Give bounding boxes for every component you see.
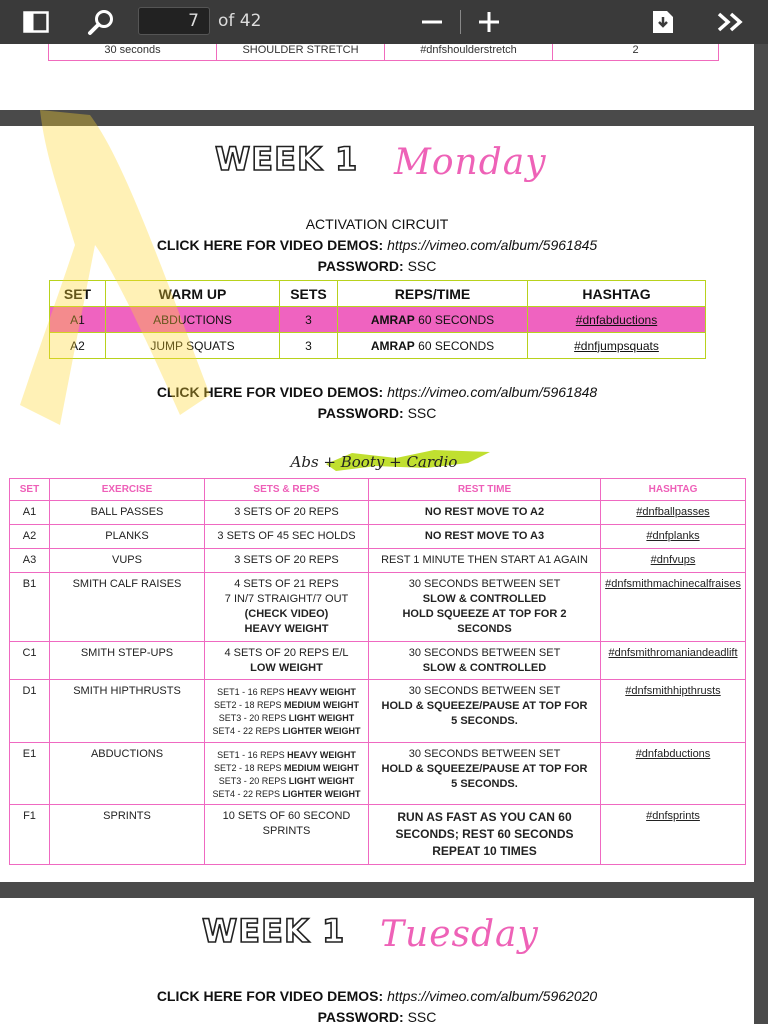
hashtag-link[interactable]: #dnfsmithhipthrusts (601, 680, 746, 743)
reps-set: SET4 - 22 REPS (212, 789, 280, 799)
table-header: REPS/TIME (338, 281, 528, 307)
table-cell: #dnfshoulderstretch (385, 39, 553, 61)
table-header: HASHTAG (601, 479, 746, 501)
hashtag-link[interactable]: #dnfplanks (601, 525, 746, 549)
table-row (10, 805, 746, 865)
reps-set: SET1 - 16 REPS (217, 750, 285, 760)
pdf-toolbar (0, 0, 768, 44)
exercise-cell: BALL PASSES (50, 501, 205, 525)
exercise-cell: ABDUCTIONS (106, 307, 280, 333)
password-label: PASSWORD: (317, 405, 404, 421)
reps-cell: 3 SETS OF 20 REPS (205, 501, 369, 525)
rest-line: 30 SECONDS BETWEEN SET (408, 685, 561, 697)
reps-weight: LIGHT WEIGHT (288, 713, 355, 723)
reps-line: SPRINTS (262, 825, 311, 837)
sets-cell: 3 (280, 333, 338, 359)
video-demo-label: CLICK HERE FOR VIDEO DEMOS: (156, 237, 384, 253)
reps-cell (338, 333, 528, 359)
set-cell: A3 (10, 549, 50, 573)
rest-line: REPEAT 10 TIMES (432, 844, 537, 858)
video-url[interactable]: https://vimeo.com/album/5961845 (387, 237, 598, 253)
sets-cell: 3 (280, 307, 338, 333)
rest-cell (369, 680, 601, 743)
table-header: SET (10, 479, 50, 501)
day-title: Tuesday (380, 914, 539, 955)
table-header-row (10, 479, 746, 501)
table-header: SET (50, 281, 106, 307)
reps-weight: LIGHTER WEIGHT (282, 726, 361, 736)
zoom-in-icon[interactable] (475, 0, 503, 44)
reps-cell (205, 642, 369, 680)
exercise-cell: ABDUCTIONS (50, 743, 205, 805)
reps-cell (205, 573, 369, 642)
set-cell: B1 (10, 573, 50, 642)
reps-line (208, 686, 365, 699)
password-line (0, 1009, 754, 1024)
reps-set: SET2 - 18 REPS (213, 700, 282, 710)
table-row (50, 307, 706, 333)
reps-text: 60 SECONDS (418, 338, 495, 353)
reps-line: HEAVY WEIGHT (244, 623, 329, 635)
reps-line: 4 SETS OF 20 REPS E/L (224, 647, 349, 659)
rest-cell (369, 743, 601, 805)
reps-set: SET3 - 20 REPS (218, 713, 287, 723)
exercise-cell: SMITH STEP-UPS (50, 642, 205, 680)
reps-cell (205, 743, 369, 805)
video-demo-label: CLICK HERE FOR VIDEO DEMOS: (156, 988, 384, 1004)
reps-line: (CHECK VIDEO) (244, 608, 329, 620)
reps-set: SET2 - 18 REPS (213, 763, 282, 773)
set-cell: A2 (50, 333, 106, 359)
table-row (10, 680, 746, 743)
password-value: SSC (407, 1009, 437, 1024)
table-header: EXERCISE (50, 479, 205, 501)
rest-line: HOLD & SQUEEZE/PAUSE AT TOP FOR (381, 700, 588, 712)
table-row (10, 743, 746, 805)
video-demo-link[interactable] (0, 237, 754, 253)
password-value: SSC (407, 405, 437, 421)
password-line (0, 258, 754, 274)
rest-line: SLOW & CONTROLLED (422, 662, 547, 674)
password-value: SSC (407, 258, 437, 274)
day-title: Monday (394, 142, 547, 183)
reps-line (208, 788, 365, 801)
set-cell: C1 (10, 642, 50, 680)
reps-set: SET1 - 16 REPS (217, 687, 285, 697)
table-row (50, 333, 706, 359)
table-header: SETS (280, 281, 338, 307)
exercise-cell: JUMP SQUATS (106, 333, 280, 359)
reps-line: 7 IN/7 STRAIGHT/7 OUT (224, 593, 349, 605)
exercise-cell: VUPS (50, 549, 205, 573)
hashtag-link[interactable]: #dnfabductions (601, 743, 746, 805)
set-cell: A1 (50, 307, 106, 333)
hashtag-link[interactable]: #dnfjumpsquats (528, 333, 706, 359)
reps-bold: AMRAP (370, 338, 415, 353)
table-row (10, 573, 746, 642)
reps-weight: HEAVY WEIGHT (287, 687, 356, 697)
reps-cell: 3 SETS OF 45 SEC HOLDS (205, 525, 369, 549)
table-row (10, 549, 746, 573)
reps-line: 10 SETS OF 60 SECOND (222, 810, 351, 822)
reps-cell (338, 307, 528, 333)
set-cell: A2 (10, 525, 50, 549)
exercise-cell: SMITH HIPTHRUSTS (50, 680, 205, 743)
hashtag-link[interactable]: #dnfvups (601, 549, 746, 573)
search-icon[interactable] (84, 0, 118, 44)
rest-line: 5 SECONDS. (451, 715, 518, 727)
reps-set: SET4 - 22 REPS (212, 726, 280, 736)
rest-line: 30 SECONDS BETWEEN SET (408, 647, 561, 659)
zoom-out-icon[interactable] (418, 0, 446, 44)
sidebar-toggle-icon[interactable] (20, 0, 52, 44)
reps-line: LOW WEIGHT (250, 662, 323, 674)
download-icon[interactable] (648, 0, 678, 44)
rest-cell (369, 573, 601, 642)
table-header: WARM UP (106, 281, 280, 307)
set-cell: A1 (10, 501, 50, 525)
reps-line (208, 712, 365, 725)
password-line (0, 405, 754, 421)
reps-line (208, 775, 365, 788)
reps-weight: HEAVY WEIGHT (287, 750, 356, 760)
exercise-cell: SPRINTS (50, 805, 205, 865)
rest-line: HOLD SQUEEZE AT TOP FOR 2 (402, 608, 567, 620)
next-page-icon[interactable] (714, 0, 748, 44)
hashtag-link[interactable]: #dnfballpasses (601, 501, 746, 525)
rest-line: HOLD & SQUEEZE/PAUSE AT TOP FOR (381, 763, 588, 775)
set-cell: E1 (10, 743, 50, 805)
rest-cell (369, 642, 601, 680)
table-header: HASHTAG (528, 281, 706, 307)
exercise-cell: PLANKS (50, 525, 205, 549)
password-label: PASSWORD: (317, 258, 404, 274)
reps-set: SET3 - 20 REPS (218, 776, 287, 786)
reps-weight: MEDIUM WEIGHT (284, 763, 360, 773)
rest-text: NO REST MOVE TO A3 (424, 530, 545, 542)
reps-line (208, 699, 365, 712)
hashtag-link[interactable]: #dnfsmithmachinecalfraises (601, 573, 746, 642)
reps-cell: 3 SETS OF 20 REPS (205, 549, 369, 573)
rest-line: SECONDS; REST 60 SECONDS (395, 827, 574, 841)
reps-bold: AMRAP (370, 312, 415, 327)
rest-line: SECONDS (457, 623, 512, 635)
pdf-page-week1-tuesday (0, 898, 754, 1024)
video-url[interactable]: https://vimeo.com/album/5962020 (387, 988, 598, 1004)
hashtag-link[interactable]: #dnfsprints (601, 805, 746, 865)
warmup-table (49, 280, 706, 359)
pdf-page-week1-monday (0, 126, 754, 882)
password-label: PASSWORD: (317, 1009, 404, 1024)
video-url[interactable]: https://vimeo.com/album/5961848 (387, 384, 598, 400)
reps-cell (205, 680, 369, 743)
week-title: WEEK 1 (202, 912, 346, 950)
table-header-row (50, 281, 706, 307)
rest-line: SLOW & CONTROLLED (422, 593, 547, 605)
table-header: SETS & REPS (205, 479, 369, 501)
toolbar-separator (460, 10, 461, 34)
table-cell: 2 (553, 39, 719, 61)
section-script-text: Abs + Booty + Cardio (290, 453, 458, 471)
exercise-cell: SMITH CALF RAISES (50, 573, 205, 642)
reps-line (208, 762, 365, 775)
hashtag-link[interactable]: #dnfsmithromaniandeadlift (601, 642, 746, 680)
set-cell: D1 (10, 680, 50, 743)
reps-text: 60 SECONDS (418, 312, 495, 327)
rest-cell (369, 501, 601, 525)
reps-weight: MEDIUM WEIGHT (284, 700, 360, 710)
page-count: of 42 (218, 11, 262, 31)
video-demo-link[interactable] (0, 384, 754, 400)
set-cell: F1 (10, 805, 50, 865)
reps-weight: LIGHT WEIGHT (288, 776, 355, 786)
rest-cell (369, 525, 601, 549)
rest-cell: REST 1 MINUTE THEN START A1 AGAIN (369, 549, 601, 573)
reps-line (208, 725, 365, 738)
table-header: REST TIME (369, 479, 601, 501)
table-cell: SHOULDER STRETCH (217, 39, 385, 61)
table-row (10, 642, 746, 680)
workout-table (9, 478, 746, 865)
rest-line: 5 SECONDS. (451, 778, 518, 790)
activation-title: ACTIVATION CIRCUIT (305, 216, 449, 232)
table-cell: 30 seconds (49, 39, 217, 61)
video-demo-link[interactable] (0, 988, 754, 1004)
reps-weight: LIGHTER WEIGHT (282, 789, 361, 799)
rest-line: 30 SECONDS BETWEEN SET (408, 578, 561, 590)
page-number-input[interactable]: 7 (138, 7, 210, 35)
reps-line: 4 SETS OF 21 REPS (234, 578, 339, 590)
table-row (10, 501, 746, 525)
rest-line: 30 SECONDS BETWEEN SET (408, 748, 561, 760)
rest-text: NO REST MOVE TO A2 (424, 506, 545, 518)
reps-cell (205, 805, 369, 865)
reps-line (208, 749, 365, 762)
section-script-title (256, 444, 492, 476)
hashtag-link[interactable]: #dnfabductions (528, 307, 706, 333)
rest-line: RUN AS FAST AS YOU CAN 60 (397, 810, 572, 824)
rest-cell (369, 805, 601, 865)
video-demo-label: CLICK HERE FOR VIDEO DEMOS: (156, 384, 384, 400)
week-title: WEEK 1 (215, 140, 359, 178)
table-row (10, 525, 746, 549)
